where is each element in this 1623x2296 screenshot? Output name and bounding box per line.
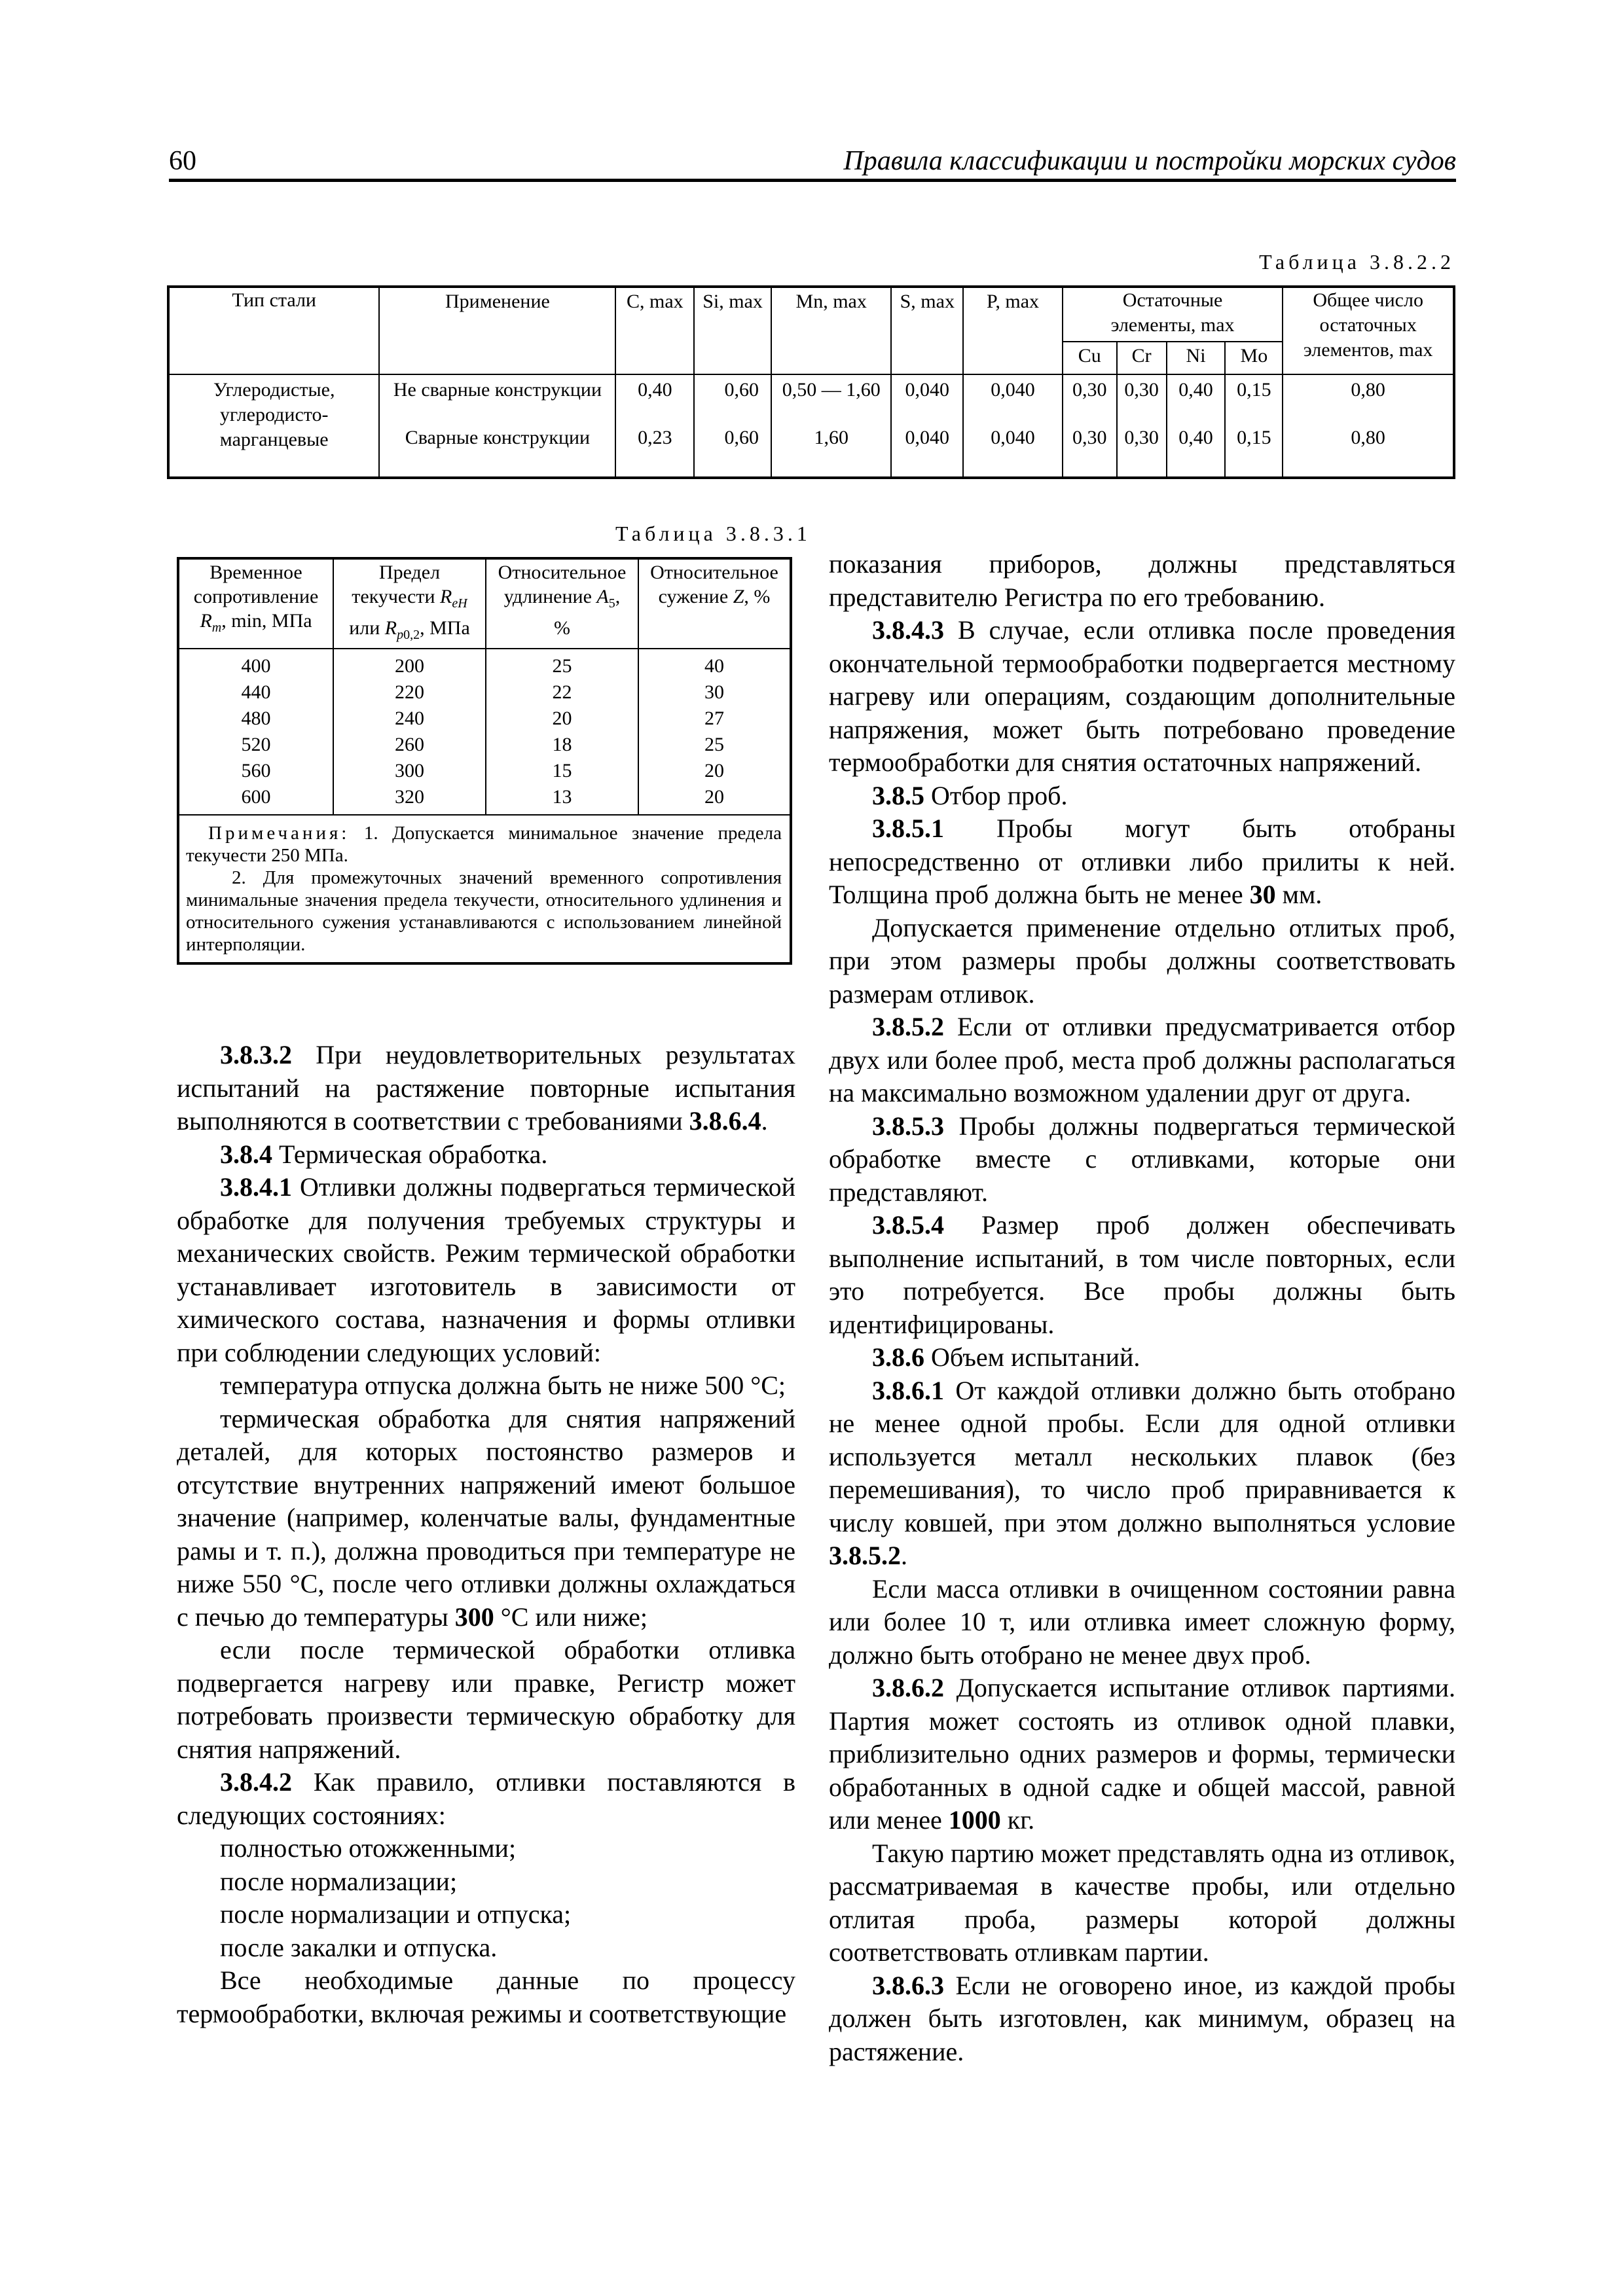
- cell-z: 30: [638, 679, 791, 706]
- paragraph-mass: Если масса отливки в очищенном состоянии равна или более 10 т, или отливка имеет сложную форму, должно быть отобрано не менее двух проб.: [829, 1573, 1455, 1670]
- header-total: Общее число остаточных элементов, max: [1283, 287, 1454, 374]
- cell-rm: 600: [178, 784, 333, 815]
- header-tensile: Временное сопротивление $R_m$, min, МПа: [178, 558, 333, 649]
- paragraph-3854: [829, 1209, 1455, 1341]
- type-line: Углеродистые,: [213, 379, 335, 401]
- cell-reh: 240: [333, 706, 486, 732]
- paragraph-text: От каждой отливки должно быть отобрано не менее одной пробы. Если для одной отливки используется металл нескольких плавок (без перемешивания), то число проб приравнивается к числу ковшей, при этом должно выполняться условие: [829, 1375, 1455, 1537]
- heading-386: [829, 1341, 1455, 1374]
- cell-rm: 400: [178, 649, 333, 679]
- section-number: 3.8.5.1: [872, 814, 944, 843]
- header-mn: Mn, max: [771, 287, 891, 374]
- cell-si: 0,60: [694, 424, 771, 478]
- table-3822-caption: Таблица 3.8.2.2: [1259, 250, 1455, 274]
- cell-reh: 320: [333, 784, 486, 815]
- cell-rm: 520: [178, 732, 333, 758]
- header-p: P, max: [963, 287, 1063, 374]
- left-column: [177, 1039, 795, 2030]
- heading-384: [177, 1138, 795, 1172]
- header-reduction: Относительное сужение Z, %: [638, 558, 791, 649]
- paragraph-text: °C или ниже;: [494, 1602, 648, 1632]
- table-notes-row: [178, 815, 791, 963]
- paragraph-separate-samples: Допускается применение отдельно отлитых проб, при этом размеры пробы должны соответствовать размерам отливок.: [829, 912, 1455, 1009]
- cell-c: 0,40: [615, 374, 694, 424]
- cell-cu: 0,30: [1063, 374, 1117, 424]
- cell-a5: 15: [486, 758, 638, 784]
- cell-p: 0,040: [963, 374, 1063, 424]
- table-row: [178, 784, 791, 815]
- paragraph-batch: Такую партию может представлять одна из отливок, рассматриваемая в качестве пробы, или отдельно отлитая проба, размеры которой должны соответствовать отливкам партии.: [829, 1838, 1455, 1967]
- cell-rm: 560: [178, 758, 333, 784]
- section-number: 3.8.5.2: [872, 1012, 944, 1041]
- state-2: после нормализации;: [220, 1866, 458, 1896]
- table-notes: [178, 815, 791, 963]
- paragraph-3852: [829, 1011, 1455, 1110]
- table-3831: [177, 557, 792, 965]
- section-number: 3.8.4.2: [220, 1767, 292, 1797]
- cell-ni: 0,40: [1167, 374, 1226, 424]
- header-rule: [169, 179, 1456, 182]
- table-row: [178, 706, 791, 732]
- cell-reh: 220: [333, 679, 486, 706]
- table-row: [178, 732, 791, 758]
- cell-a5: 13: [486, 784, 638, 815]
- cell-rm: 440: [178, 679, 333, 706]
- section-title: Термическая обработка.: [272, 1139, 548, 1169]
- section-number: 3.8.5.3: [872, 1111, 944, 1141]
- heading-385: [829, 780, 1455, 813]
- header-si: Si, max: [694, 287, 771, 374]
- cell-application: Не сварные конструкции: [379, 374, 615, 424]
- cell-p: 0,040: [963, 424, 1063, 478]
- header-ni: Ni: [1167, 342, 1226, 374]
- note-2: 2. Для промежуточных значений временного сопротивления минимальные значения предела текучести, относительного удлинения и относительного сужения устанавливаются с использованием линейной интерполяции.: [186, 867, 782, 955]
- paragraph-text: Как правило, отливки поставляются в следующих состояниях:: [177, 1767, 795, 1830]
- mass-value: 1000: [948, 1805, 1001, 1835]
- section-number: 3.8.6.1: [872, 1375, 944, 1405]
- section-title: Отбор проб.: [924, 780, 1068, 810]
- state-4: после закалки и отпуска.: [220, 1932, 498, 1962]
- paragraph-text: термическая обработка для снятия напряжений деталей, для которых постоянство размеров и отсутствие внутренних напряжений имеют большое значение (например, коленчатые валы, фундаментные рамы и т. п.), должна проводиться при температуре не ниже 550 °C, после чего отливки должны охлаждаться с печью до температуры: [177, 1403, 795, 1632]
- cell-c: 0,23: [615, 424, 694, 478]
- header-c: C, max: [615, 287, 694, 374]
- cell-a5: 22: [486, 679, 638, 706]
- cell-reh: 200: [333, 649, 486, 679]
- cell-mo: 0,15: [1225, 374, 1283, 424]
- cell-mn: 1,60: [771, 424, 891, 478]
- cell-z: 20: [638, 784, 791, 815]
- cell-mo: 0,15: [1225, 424, 1283, 478]
- section-number: 3.8.3.2: [220, 1040, 292, 1069]
- table-header-row: [178, 558, 791, 649]
- type-line: марганцевые: [219, 429, 329, 450]
- section-number: 3.8.5: [872, 780, 924, 810]
- running-title: Правила классификации и постройки морских судов: [843, 146, 1456, 176]
- paragraph-text: В случае, если отливка после проведения окончательной термообработки подвергается местному нагреву или операциям, создающим дополнительные напряжения, может быть потребовано проведение термообработки для снятия остаточных напряжений.: [829, 615, 1455, 777]
- cell-si: 0,60: [694, 374, 771, 424]
- cell-z: 25: [638, 732, 791, 758]
- header-mo: Mo: [1225, 342, 1283, 374]
- condition-1: температура отпуска должна быть не ниже 500 °C;: [220, 1371, 786, 1400]
- type-cell: [168, 374, 379, 478]
- cell-z: 40: [638, 649, 791, 679]
- note-1: 1. Допускается минимальное значение предела текучести 250 МПа.: [186, 823, 782, 866]
- cell-a5: 18: [486, 732, 638, 758]
- paragraph-text: Пробы должны подвергаться термической обработке вместе с отливками, которые они представляют.: [829, 1111, 1455, 1207]
- header-residual: Остаточные элементы, max: [1063, 287, 1283, 342]
- paragraph-text: Если не оговорено иное, из каждой пробы должен быть изготовлен, как минимум, образец на растяжение.: [829, 1970, 1455, 2066]
- section-number: 3.8.4.1: [220, 1172, 292, 1202]
- header-elongation: Относительное удлинение $A_5$, %: [486, 558, 638, 649]
- cell-s: 0,040: [891, 374, 963, 424]
- section-number: 3.8.6.3: [872, 1970, 944, 2000]
- paragraph-3832: 3.8.3.2 При неудовлетворительных результатах испытаний на растяжение повторные испытания выполняются в соответствии с требованиями 3.8.6.4.: [177, 1040, 795, 1136]
- state-3: после нормализации и отпуска;: [220, 1899, 572, 1929]
- cell-application: Сварные конструкции: [379, 424, 615, 478]
- table-row: [178, 649, 791, 679]
- paragraph-text: Если от отливки предусматривается отбор двух или более проб, места проб должны располагаться на максимально возможном удалении друг от друга.: [829, 1012, 1455, 1107]
- paragraph-3842: [177, 1766, 795, 1832]
- temperature-value: 300: [454, 1602, 494, 1632]
- cell-cr: 0,30: [1117, 374, 1167, 424]
- paragraph-continued: показания приборов, должны представляться представителю Регистра по его требованию.: [829, 549, 1455, 612]
- cell-a5: 25: [486, 649, 638, 679]
- paragraph-3853: [829, 1110, 1455, 1210]
- type-line: углеродисто-: [219, 404, 329, 425]
- cell-reh: 260: [333, 732, 486, 758]
- paragraph-3861: 3.8.6.1 От каждой отливки должно быть отобрано не менее одной пробы. Если для одной отливки используется металл нескольких плавок (без перемешивания), то число проб приравнивается к числу ковшей, при этом должно выполняться условие 3.8.5.2.: [829, 1375, 1455, 1570]
- table-3831-caption: Таблица 3.8.3.1: [615, 522, 811, 545]
- section-number: 3.8.6.2: [872, 1673, 944, 1702]
- cell-z: 27: [638, 706, 791, 732]
- section-ref: 3.8.6.4: [689, 1106, 761, 1136]
- table-row: [178, 679, 791, 706]
- cell-ni: 0,40: [1167, 424, 1226, 478]
- header-s: S, max: [891, 287, 963, 374]
- paragraph-3851: [829, 812, 1455, 912]
- header-cu: Cu: [1063, 342, 1117, 374]
- cell-total: 0,80: [1283, 374, 1454, 424]
- header-cr: Cr: [1117, 342, 1167, 374]
- table-row: [168, 374, 1454, 424]
- cell-z: 20: [638, 758, 791, 784]
- paragraph-3843: [829, 614, 1455, 780]
- paragraph-3841: [177, 1171, 795, 1369]
- cell-rm: 480: [178, 706, 333, 732]
- section-number: 3.8.4: [220, 1139, 272, 1169]
- cell-cr: 0,30: [1117, 424, 1167, 478]
- paragraph-text: Допускается испытание отливок партиями. Партия может состоять из отливок одной плавки, приблизительно одних размеров и формы, термически обработанных в одной садке и общей массой, равной или менее: [829, 1673, 1455, 1835]
- paragraph-text: При неудовлетворительных результатах испытаний на растяжение повторные испытания выполняются в соответствии с требованиями: [177, 1040, 795, 1136]
- section-ref: 3.8.5.2: [829, 1541, 901, 1570]
- paragraph-text: Размер проб должен обеспечивать выполнение испытаний, в том числе повторных, если это потребуется. Все пробы должны быть идентифицированы.: [829, 1210, 1455, 1339]
- unit: кг.: [1000, 1805, 1035, 1835]
- cell-cu: 0,30: [1063, 424, 1117, 478]
- header-application: Применение: [379, 287, 615, 374]
- paragraph-text: Пробы могут быть отобраны непосредственно от отливки либо прилиты к ней. Толщина проб должна быть не менее: [829, 814, 1455, 909]
- table-row: [178, 758, 791, 784]
- cell-reh: 300: [333, 758, 486, 784]
- thickness-value: 30: [1249, 880, 1276, 909]
- paragraph-last: Все необходимые данные по процессу термообработки, включая режимы и соответствующие: [177, 1965, 795, 2028]
- section-number: 3.8.4.3: [872, 615, 944, 645]
- section-number: 3.8.5.4: [872, 1210, 944, 1240]
- condition-2: [177, 1403, 795, 1634]
- header-yield: Предел текучести $R_{eH}$ или $R_{p0,2}$, МПа: [333, 558, 486, 649]
- header-type: Тип стали: [168, 287, 379, 374]
- section-title: Объем испытаний.: [924, 1342, 1140, 1372]
- page-number: 60: [169, 146, 196, 176]
- cell-s: 0,040: [891, 424, 963, 478]
- cell-mn: 0,50 — 1,60: [771, 374, 891, 424]
- paragraph-text: Отливки должны подвергаться термической обработке для получения требуемых структуры и механических свойств. Режим термической обработки устанавливает изготовитель в зависимости от химического состава, назначения и формы отливки при соблюдении следующих условий:: [177, 1172, 795, 1367]
- state-1: полностью отожженными;: [220, 1833, 517, 1863]
- section-number: 3.8.6: [872, 1342, 924, 1372]
- notes-label: Примечания:: [208, 823, 350, 844]
- table-3822: [167, 285, 1455, 479]
- right-column: [829, 548, 1455, 2068]
- unit: мм.: [1275, 880, 1322, 909]
- condition-3: если после термической обработки отливка подвергается нагреву или правке, Регистр может потребовать произвести термическую обработку для снятия напряжений.: [177, 1635, 795, 1764]
- paragraph-3862: [829, 1672, 1455, 1837]
- paragraph-3863: [829, 1969, 1455, 2069]
- cell-a5: 20: [486, 706, 638, 732]
- cell-total: 0,80: [1283, 424, 1454, 478]
